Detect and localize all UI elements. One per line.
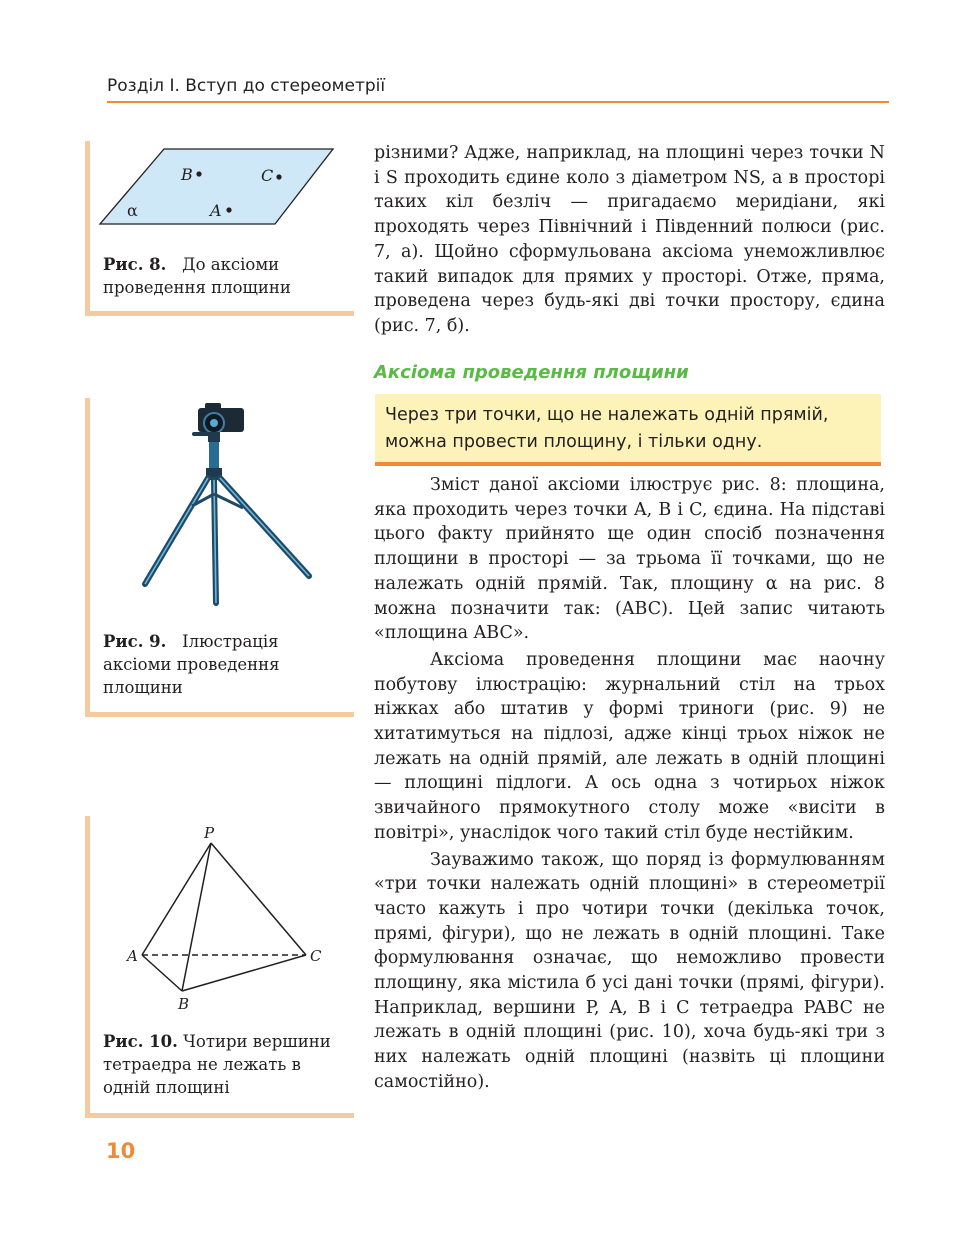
figure-9-caption: [103, 630, 348, 699]
vertex-p-label: P: [204, 824, 215, 842]
paragraph-1: Зміст даної аксіоми ілюструє рис. 8: площина, яка проходить через точки A, B і C, єдина. На підставі цього факту прийнято ще один спосіб позначення площини в просторі — за трьома її точками, що не належать одній прямій. Так, площину α на рис. 8 можна позначити так: (ABC). Цей запис читають «площина ABC».: [374, 475, 885, 644]
page-number: 10: [106, 1139, 136, 1163]
point-b-label: B: [181, 165, 193, 184]
plane-alpha-label: α: [127, 201, 138, 220]
intro-text-block: [374, 141, 885, 339]
point-c-label: C: [261, 166, 274, 185]
figure-9: [85, 398, 354, 717]
body-text-block: [374, 473, 885, 1095]
figure-9-label: Рис. 9.: [103, 632, 167, 651]
figure-10-text: Чотири вершини тетраедра не лежать в одній площині: [103, 1032, 331, 1097]
figure-8: [85, 141, 354, 316]
running-header: Розділ I. Вступ до стереометрії: [107, 76, 386, 96]
header-rule: [107, 101, 889, 103]
intro-paragraph: різними? Адже, наприклад, на площині через точки N і S проходить єдине коло з діаметром NS, а в просторі таких кіл безліч — пригадаємо меридіани, які проходять через Північний і Південний полюси (рис. 7, а). Щойно сформульована аксіома унеможливлює такий випадок для прямих у просторі. Отже, пряма, проведена через будь-які дві точки простору, єдина (рис. 7, б).: [374, 143, 885, 336]
tetrahedron-diagram: [90, 816, 354, 1016]
section-heading: Аксіома проведення площини: [374, 362, 689, 383]
figure-9-text: Ілюстрація аксіоми проведення площини: [103, 632, 280, 697]
figure-10-caption: [103, 1030, 348, 1099]
vertex-b-label: B: [178, 995, 190, 1013]
point-c-dot: [276, 174, 281, 179]
figure-10-label: Рис. 10.: [103, 1032, 178, 1051]
point-a-dot: [226, 207, 231, 212]
vertex-c-label: C: [310, 947, 322, 965]
figure-10: [85, 816, 354, 1118]
paragraph-3: Зауважимо також, що поряд із формулюванням «три точки належать одній площині» в стереометрії часто кажуть і про чотири точки (декілька точок, прямі, фігури), що не лежать в одній площині. Таке формулювання означає, що неможливо провести площину, яка містила б усі дані точки (прямі, фігури). Наприклад, вершини P, A, B і C тетраедра PABC не лежать в одній площині (рис. 10), хоча будь-які три з них належать одній площині (назвіть ці площини самостійно).: [374, 849, 885, 1092]
figure-8-caption: [103, 253, 348, 299]
axiom-box: [375, 394, 881, 466]
figure-8-text: До аксіоми проведення площини: [103, 255, 291, 297]
vertex-a-label: A: [127, 947, 138, 965]
plane-diagram: [90, 141, 354, 241]
figure-8-label: Рис. 8.: [103, 255, 167, 274]
paragraph-2: Аксіома проведення площини має наочну побутову ілюстрацію: журнальний стіл на трьох ніжках або штатив у формі триноги (рис. 9) не хитатимуться на підлозі, адже кінці трьох ніжок не лежать на одній прямій, але лежать в одній площині — площині підлоги. А ось одна з чотирьох ніжок звичайного прямокутного столу може «висіти в повітрі», унаслідок чого такий стіл буде нестійким.: [374, 649, 885, 843]
tripod-illustration: [90, 398, 354, 613]
point-a-label: A: [210, 201, 222, 220]
point-b-dot: [196, 171, 201, 176]
axiom-text: Через три точки, що не належать одній прямій, можна провести площину, і тільки одну.: [385, 405, 829, 452]
